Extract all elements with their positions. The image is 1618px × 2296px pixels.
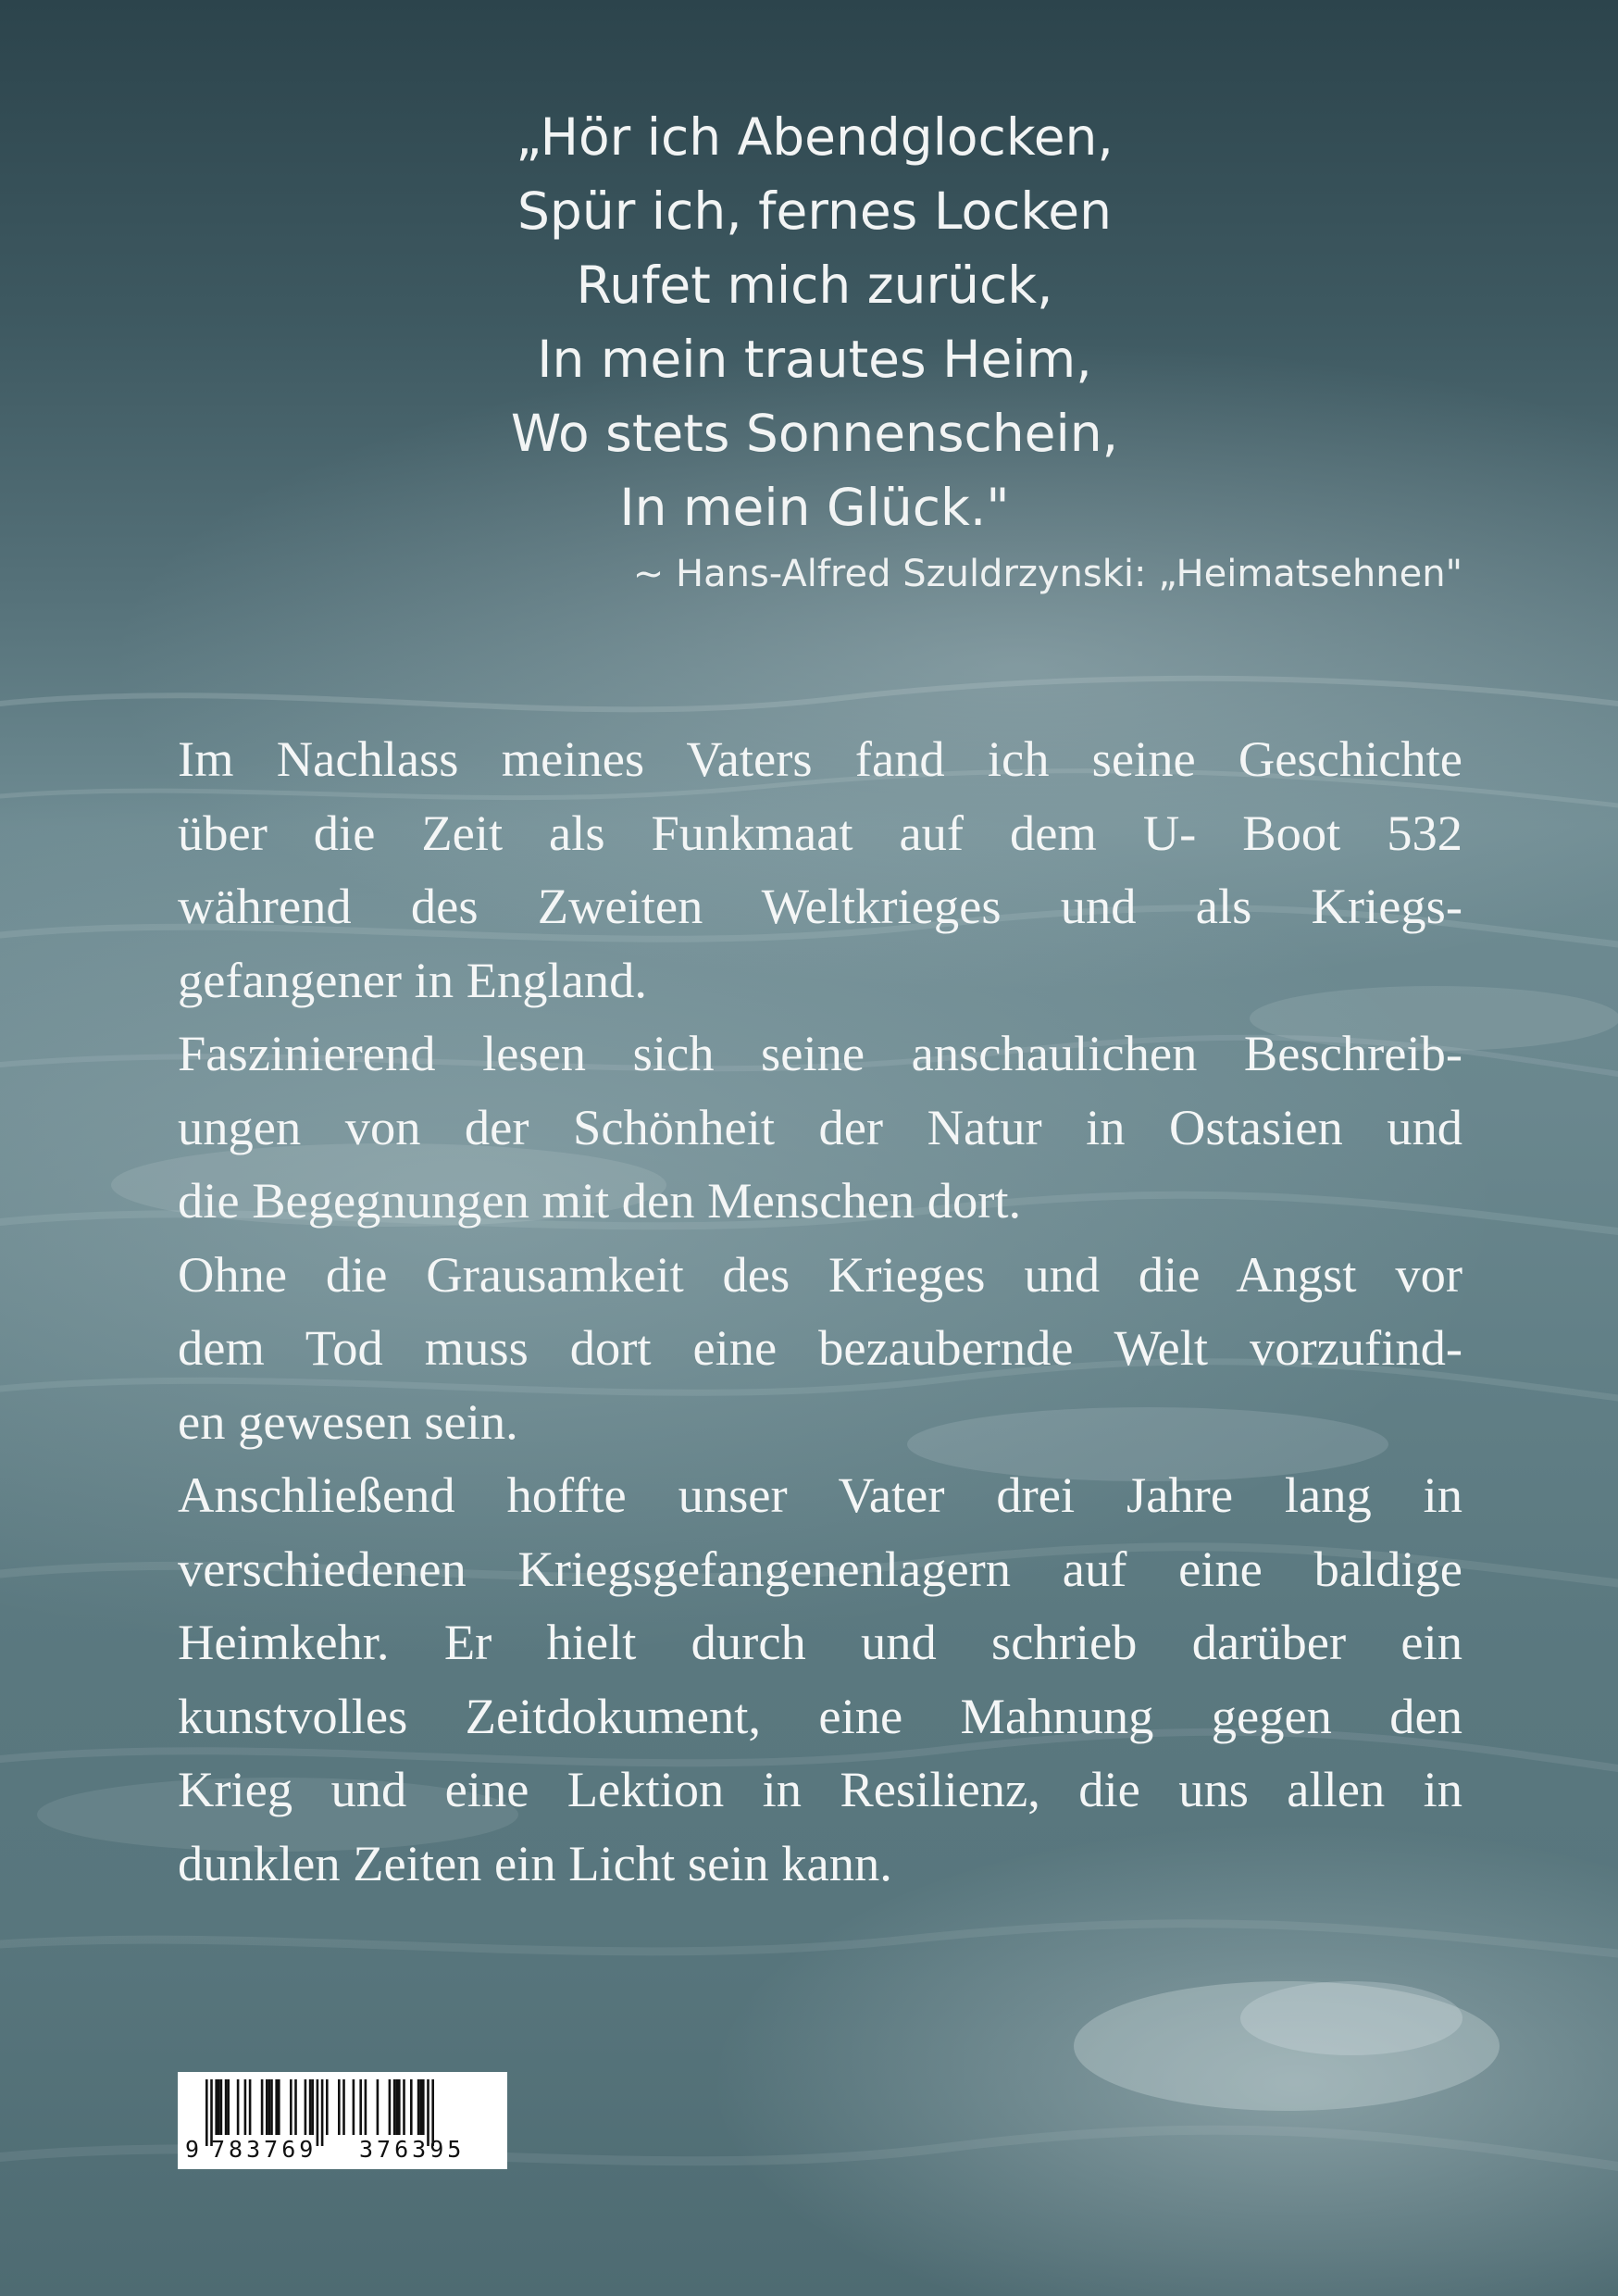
blurb-line: verschiedenen Kriegsgefangenenlagern auf eine baldige [178, 1540, 1462, 1597]
barcode-right-digits: 376395 [359, 2136, 466, 2163]
blurb-line: dem Tod muss dort eine bezaubernde Welt vorzufind- [178, 1319, 1462, 1376]
blurb-line: Ohne die Grausamkeit des Krieges und die Angst vor [178, 1245, 1462, 1303]
barcode-bar [305, 2079, 307, 2135]
quote-line: In mein Glück." [619, 478, 1010, 537]
barcode-bar [237, 2079, 240, 2135]
barcode-bar [227, 2079, 230, 2135]
blurb-text [178, 722, 1462, 1900]
barcode-bar [275, 2079, 278, 2135]
barcode-bar [294, 2079, 297, 2135]
barcode-bar [359, 2079, 362, 2135]
barcode-bar [338, 2079, 341, 2135]
barcode-bar [389, 2079, 392, 2135]
barcode-bar [419, 2079, 422, 2135]
barcode-bar [268, 2079, 271, 2135]
blurb-line: während des Zweiten Weltkrieges und als Kriegs- [178, 878, 1462, 934]
barcode-bar [270, 2079, 273, 2135]
blurb-line: ungen von der Schönheit der Natur in Ostasien und [178, 1098, 1462, 1155]
blurb-line: Faszinierend lesen sich seine anschaulichen Beschreib- [178, 1025, 1462, 1081]
blurb-paragraph [178, 1238, 1462, 1459]
barcode-bar [398, 2079, 401, 2135]
blurb-line: Anschließend hoffte unser Vater drei Jahre lang in [178, 1466, 1462, 1523]
blurb-line: Heimkehr. Er hielt durch und schrieb darüber ein [178, 1614, 1462, 1670]
blurb-paragraph [178, 1458, 1462, 1900]
isbn-barcode [178, 2072, 507, 2169]
barcode-bar [417, 2079, 420, 2135]
blurb-line: en gewesen sein. [178, 1392, 518, 1450]
barcode-bar [225, 2079, 228, 2135]
barcode-bar [261, 2079, 264, 2135]
barcode-bar [249, 2079, 252, 2135]
barcode-bar [342, 2079, 345, 2135]
barcode-bar [377, 2079, 380, 2135]
blurb-line: über die Zeit als Funkmaat auf dem U- Boot 532 [178, 804, 1462, 861]
barcode-digits [178, 2133, 507, 2166]
quote-line: Rufet mich zurück, [576, 256, 1053, 315]
barcode-bar [220, 2079, 223, 2135]
quote-attribution: ~ Hans-Alfred Szuldrzynski: „Heimatsehnen" [632, 553, 1462, 595]
barcode-bar [309, 2079, 312, 2135]
barcode-first-digit: 9 [185, 2136, 200, 2163]
barcode-bar [244, 2079, 247, 2135]
blurb-line: die Begegnungen mit den Menschen dort. [178, 1172, 1022, 1229]
barcode-bar [215, 2079, 218, 2135]
quote-line: Wo stets Sonnenschein, [510, 404, 1119, 463]
barcode-bar [266, 2079, 268, 2135]
blurb-line: Im Nachlass meines Vaters fand ich seine Geschichte [178, 730, 1462, 787]
barcode-bar [403, 2079, 405, 2135]
blurb-line: Krieg und eine Lektion in Resilienz, die uns allen in [178, 1761, 1462, 1817]
blurb-paragraph [178, 1017, 1462, 1238]
blurb-line: gefangener in England. [178, 951, 647, 1008]
barcode-bar [218, 2079, 220, 2135]
barcode-bar [393, 2079, 396, 2135]
blurb-paragraph [178, 722, 1462, 1017]
barcode-bar [290, 2079, 292, 2135]
barcode-bar [410, 2079, 413, 2135]
barcode-bar [278, 2079, 280, 2135]
quote-line: Spür ich, fernes Locken [517, 181, 1112, 241]
barcode-bar [311, 2079, 314, 2135]
blurb-line: kunstvolles Zeitdokument, eine Mahnung gegen den [178, 1687, 1462, 1744]
quote-line: „Hör ich Abendglocken, [516, 107, 1114, 167]
barcode-bar [365, 2079, 367, 2135]
barcode-bar [395, 2079, 398, 2135]
barcode-left-digits: 783769 [211, 2136, 317, 2163]
barcode-bar [353, 2079, 355, 2135]
poem-quote [352, 100, 1277, 544]
quote-line: In mein trautes Heim, [537, 330, 1092, 389]
barcode-bar [326, 2079, 329, 2135]
blurb-line: dunklen Zeiten ein Licht sein kann. [178, 1834, 892, 1891]
barcode-bar [422, 2079, 425, 2135]
